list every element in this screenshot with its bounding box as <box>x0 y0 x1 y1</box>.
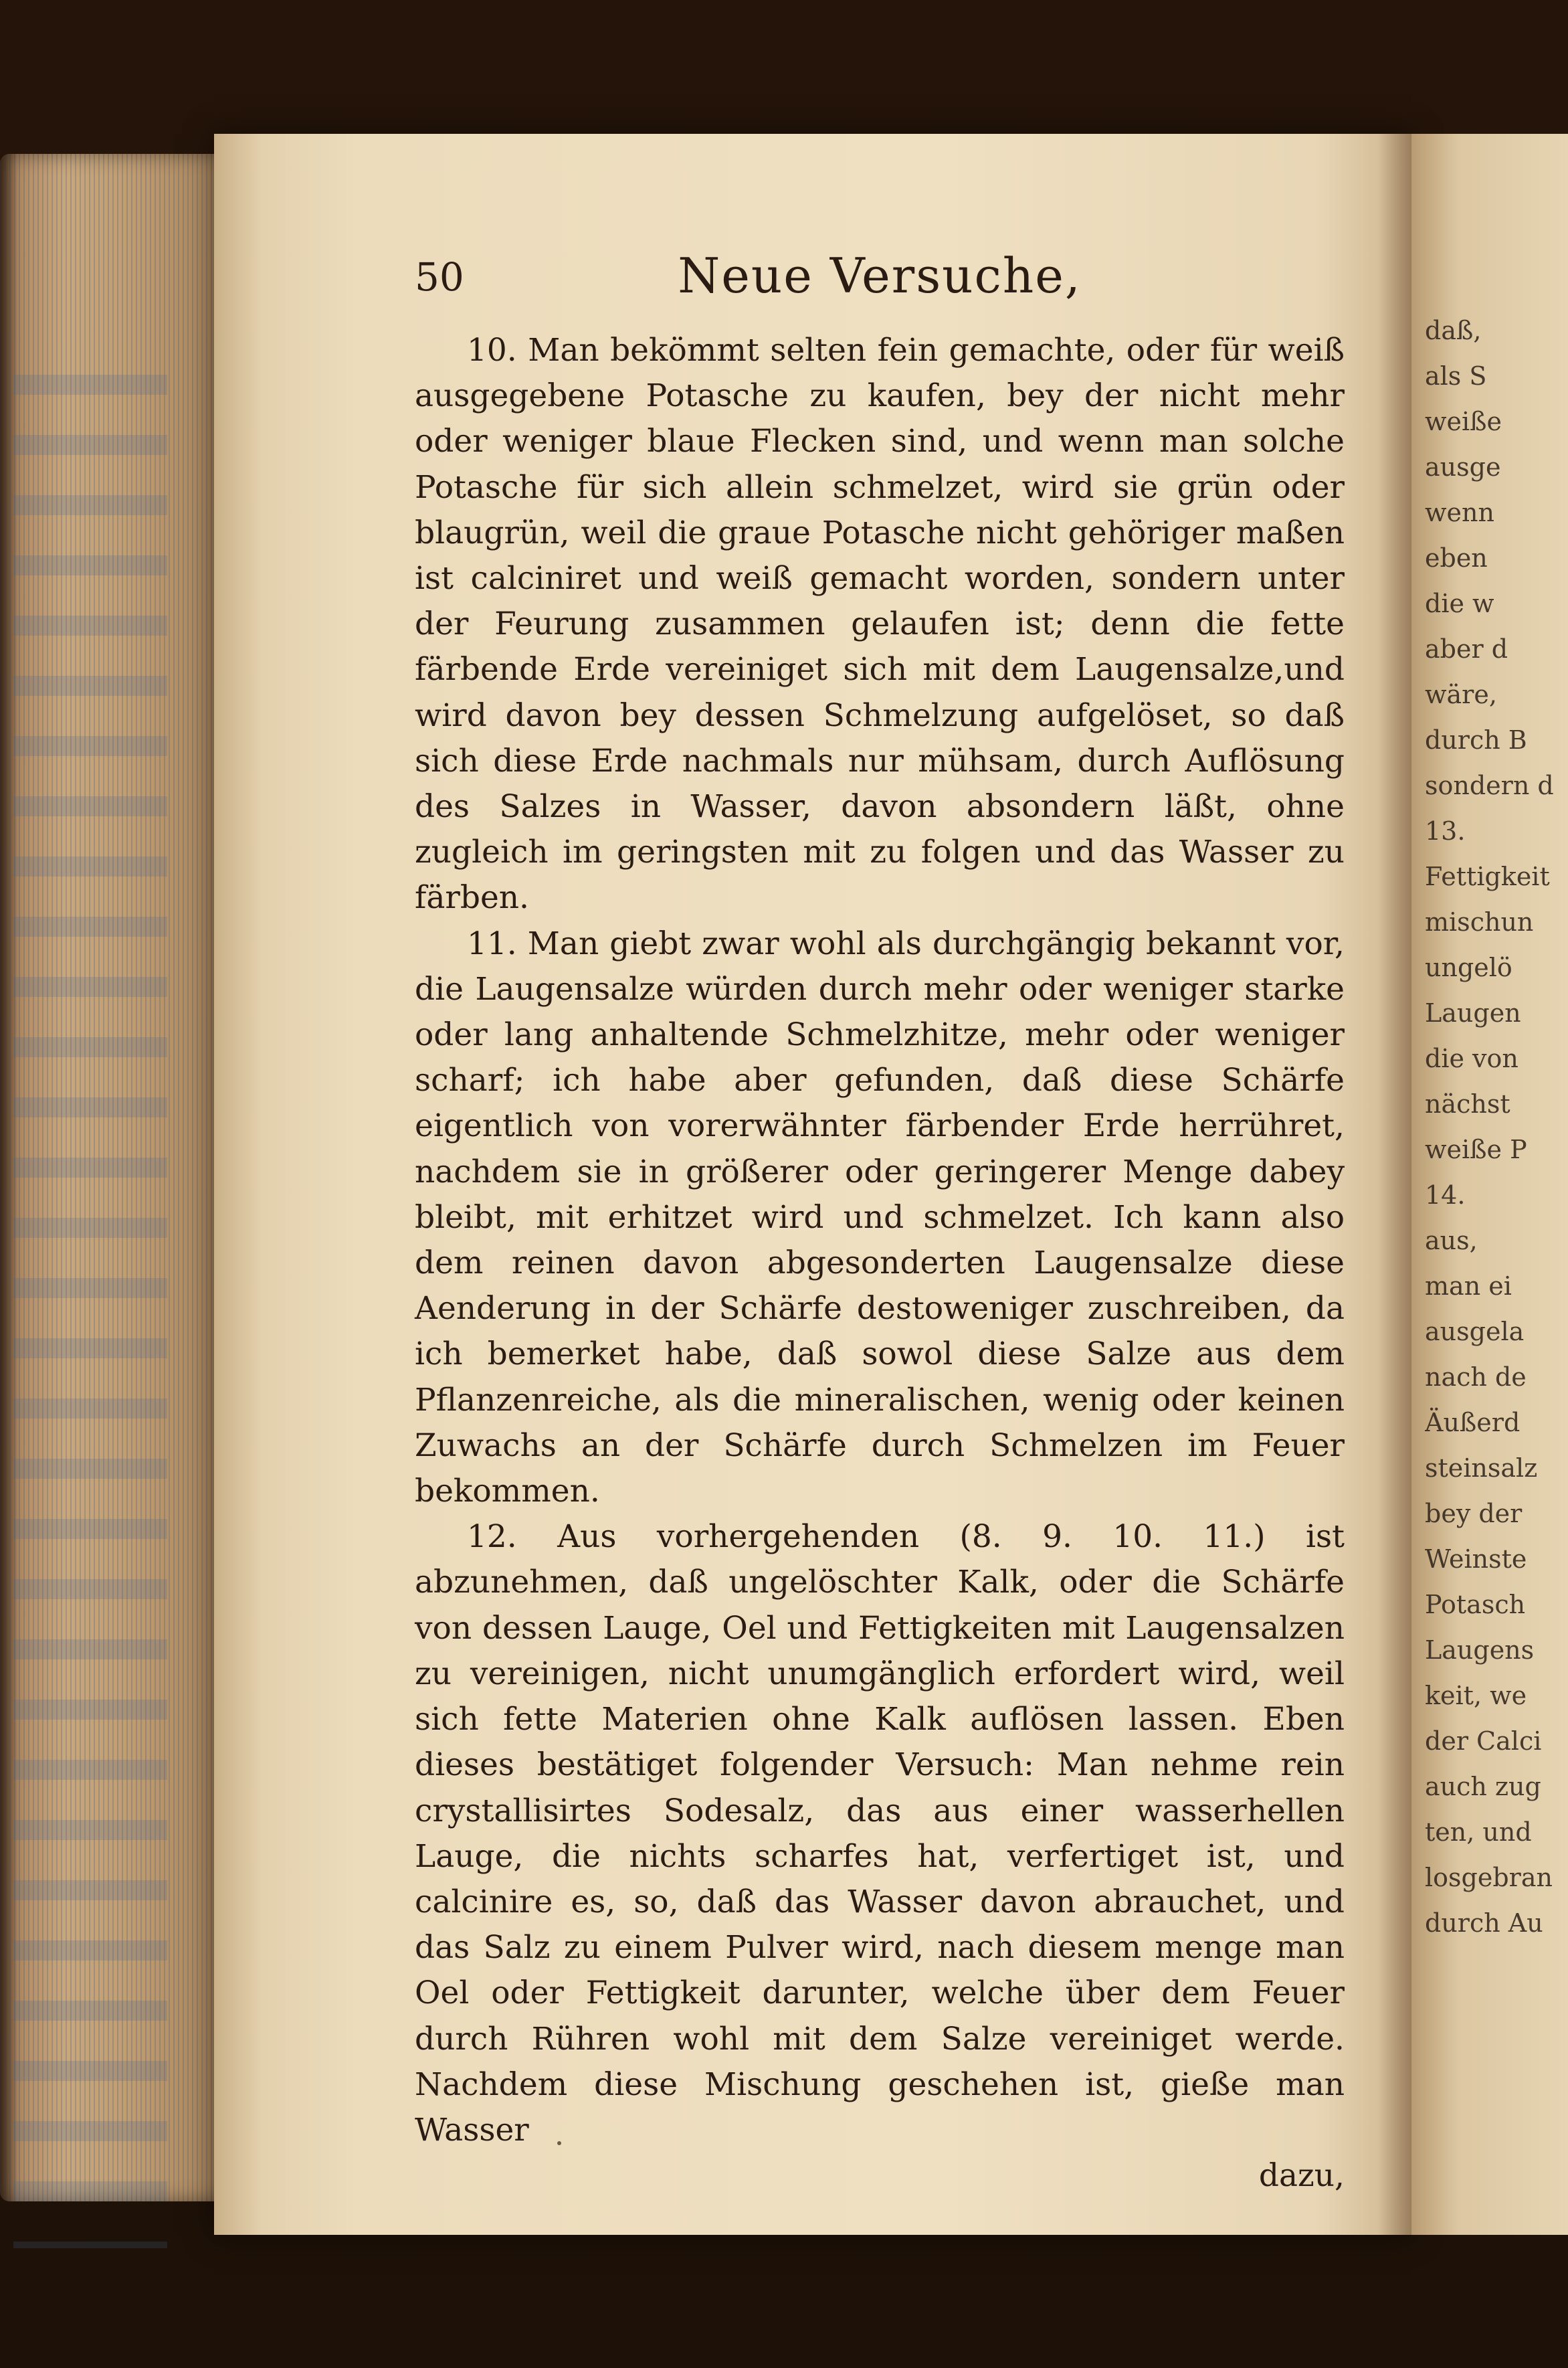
facing-line: Äußerd <box>1425 1408 1521 1437</box>
facing-line: ungelö <box>1425 953 1512 982</box>
running-title: Neue Versuche, <box>678 248 1082 304</box>
facing-line: losgebran <box>1425 1863 1553 1892</box>
facing-line: keit, we <box>1425 1681 1527 1710</box>
facing-line: durch Au <box>1425 1908 1543 1938</box>
facing-line: aus, <box>1425 1226 1478 1255</box>
facing-page-text <box>1425 308 1559 1946</box>
paper-speck <box>557 2141 561 2145</box>
facing-line: Weinste <box>1425 1544 1527 1574</box>
facing-line: wäre, <box>1425 680 1497 709</box>
facing-line: eben <box>1425 543 1488 573</box>
facing-line: durch B <box>1425 725 1527 755</box>
facing-line: Laugens <box>1425 1635 1535 1665</box>
facing-line: nächst <box>1425 1089 1510 1119</box>
facing-line: ausge <box>1425 452 1501 482</box>
page-header <box>415 241 1345 328</box>
facing-line: aber d <box>1425 634 1508 664</box>
facing-line: mischun <box>1425 907 1534 937</box>
facing-line: Fettigkeit <box>1425 862 1550 891</box>
paragraph-10: 10. Man bekömmt selten fein gemachte, oder für weiß ausgegebene Potasche zu kaufen, bey der nicht mehr oder weniger blaue Flecken sind, und wenn man solche Potasche für sich allein schmelzet, wird sie grün oder blaugrün, weil die graue Potasche nicht gehöriger maßen ist calciniret und weiß gemacht worden, sondern unter der Feurung zusammen gelaufen ist; denn die fette färbende Erde vereiniget sich mit dem Laugensalze,und wird davon bey dessen Schmelzung aufgelöset, so daß sich diese Erde nachmals nur mühsam, durch Auflösung des Salzes in Wasser, davon absondern läßt, ohne zugleich im geringsten mit zu folgen und das Wasser zu färben. <box>415 332 1345 917</box>
facing-line: Potasch <box>1425 1590 1526 1619</box>
facing-line: man ei <box>1425 1271 1512 1301</box>
fore-edge-stain <box>13 375 167 2248</box>
facing-line: weiße <box>1425 407 1502 436</box>
facing-line: Laugen <box>1425 998 1521 1028</box>
catchword: dazu, <box>1258 2157 1345 2195</box>
facing-line: als S <box>1425 361 1487 391</box>
facing-line: sondern d <box>1425 771 1554 800</box>
facing-line: ausgela <box>1425 1317 1525 1346</box>
facing-line: ten, und <box>1425 1817 1532 1847</box>
facing-page <box>1411 134 1568 2235</box>
facing-line: bey der <box>1425 1499 1523 1528</box>
paragraph-12: 12. Aus vorhergehenden (8. 9. 10. 11.) ist abzunehmen, daß ungelöschter Kalk, oder die Schärfe von dessen Lauge, Oel und Fettigkeiten mit Laugensalzen zu vereinigen, nicht unumgänglich erfordert wird, weil sich fette Materien ohne Kalk auflösen lassen. Eben dieses bestätiget folgender Versuch: Man nehme rein crystallisirtes Sodesalz, das aus einer wasserhellen Lauge, die nichts scharfes hat, verfertiget ist, und calcinire es, so, daß das Wasser davon abrauchet, und das Salz zu einem Pulver wird, nach diesem menge man Oel oder Fettigkeit darunter, welche über dem Feuer durch Rühren wohl mit dem Salze vereiniget werde. Nachdem diese Mischung geschehen ist, gieße man Wasser <box>415 1518 1345 2149</box>
page-body <box>415 328 1345 2153</box>
page-number: 50 <box>415 254 464 300</box>
facing-line: auch zug <box>1425 1772 1541 1801</box>
facing-line: weiße P <box>1425 1135 1527 1164</box>
facing-line: der Calci <box>1425 1726 1542 1756</box>
facing-line: wenn <box>1425 498 1494 527</box>
facing-line: nach de <box>1425 1362 1527 1392</box>
facing-line: daß, <box>1425 316 1482 345</box>
page-text-block <box>415 241 1345 2199</box>
paragraph-11: 11. Man giebt zwar wohl als durchgängig bekannt vor, die Laugensalze würden durch mehr oder weniger starke oder lang anhaltende Schmelzhitze, mehr oder weniger scharf; ich habe aber gefunden, daß diese Schärfe eigentlich von vorerwähnter färbender Erde herrühret, nachdem sie in größerer oder geringerer Menge dabey bleibt, mit erhitzet wird und schmelzet. Ich kann also dem reinen davon abgesonderten Laugensalze diese Aenderung in der Schärfe destoweniger zuschreiben, da ich bemerket habe, daß sowol diese Salze aus dem Pflanzenreiche, als die mineralischen, wenig oder keinen Zuwachs an der Schärfe durch Schmelzen im Feuer bekommen. <box>415 925 1345 1510</box>
facing-line: 13. <box>1425 816 1466 846</box>
facing-line: die w <box>1425 589 1494 618</box>
book-fore-edge <box>0 154 221 2201</box>
facing-line: die von <box>1425 1044 1518 1073</box>
facing-line: steinsalz <box>1425 1453 1538 1483</box>
facing-line: 14. <box>1425 1180 1466 1210</box>
